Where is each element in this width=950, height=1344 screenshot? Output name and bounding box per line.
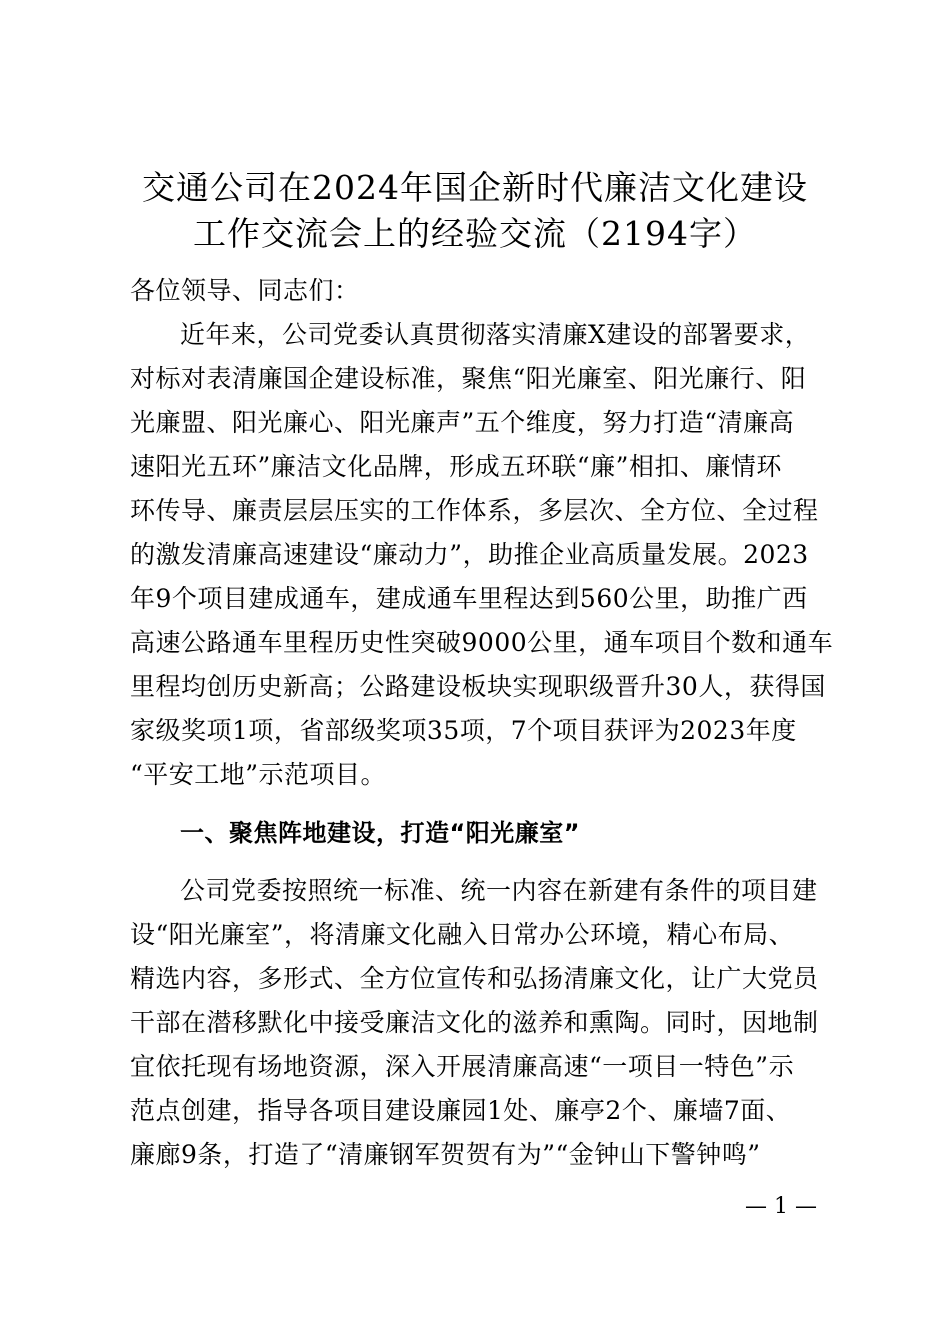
salutation: 各位领导、同志们： [130, 276, 360, 305]
paragraph-line: 公司党委按照统一标准、统一内容在新建有条件的项目建 [180, 876, 818, 905]
document-title-line-2: 工作交流会上的经验交流（2194字） [193, 214, 757, 253]
paragraph-line: 速阳光五环”廉洁文化品牌，形成五环联“廉”相扣、廉情环 [130, 452, 782, 481]
paragraph-line: 设“阳光廉室”，将清廉文化融入日常办公环境，精心布局、 [130, 920, 795, 949]
paragraph-line: 里程均创历史新高；公路建设板块实现职级晋升30人，获得国 [130, 672, 826, 701]
section-heading: 一、聚焦阵地建设，打造“阳光廉室” [180, 819, 581, 847]
paragraph-line: 光廉盟、阳光廉心、阳光廉声”五个维度，努力打造“清廉高 [130, 408, 795, 437]
paragraph-line: 对标对表清廉国企建设标准，聚焦“阳光廉室、阳光廉行、阳 [130, 364, 807, 393]
paragraph-line: 近年来，公司党委认真贯彻落实清廉X建设的部署要求， [180, 320, 811, 349]
paragraph-line: 环传导、廉责层层压实的工作体系，多层次、全方位、全过程 [130, 496, 819, 525]
paragraph-line: 范点创建，指导各项目建设廉园1处、廉亭2个、廉墙7面、 [130, 1096, 792, 1125]
paragraph-line: 高速公路通车里程历史性突破9000公里，通车项目个数和通车 [130, 628, 834, 657]
paragraph-line: 年9个项目建成通车，建成通车里程达到560公里，助推广西 [130, 584, 808, 613]
page-number: — 1 — [745, 1194, 817, 1219]
paragraph-line: 宜依托现有场地资源，深入开展清廉高速“一项目一特色”示 [130, 1052, 795, 1081]
paragraph-line: “平安工地”示范项目。 [130, 760, 387, 789]
paragraph-line: 廉廊9条，打造了“清廉钢军贺贺有为”“金钟山下警钟鸣” [130, 1140, 761, 1169]
paragraph-line: 家级奖项1项，省部级奖项35项，7个项目获评为2023年度 [130, 716, 797, 745]
paragraph-line: 干部在潜移默化中接受廉洁文化的滋养和熏陶。同时，因地制 [130, 1008, 819, 1037]
document-title-line-1: 交通公司在2024年国企新时代廉洁文化建设 [142, 168, 808, 207]
paragraph-line: 精选内容，多形式、全方位宣传和弘扬清廉文化，让广大党员 [130, 964, 819, 993]
paragraph-line: 的激发清廉高速建设“廉动力”，助推企业高质量发展。2023 [130, 540, 809, 569]
